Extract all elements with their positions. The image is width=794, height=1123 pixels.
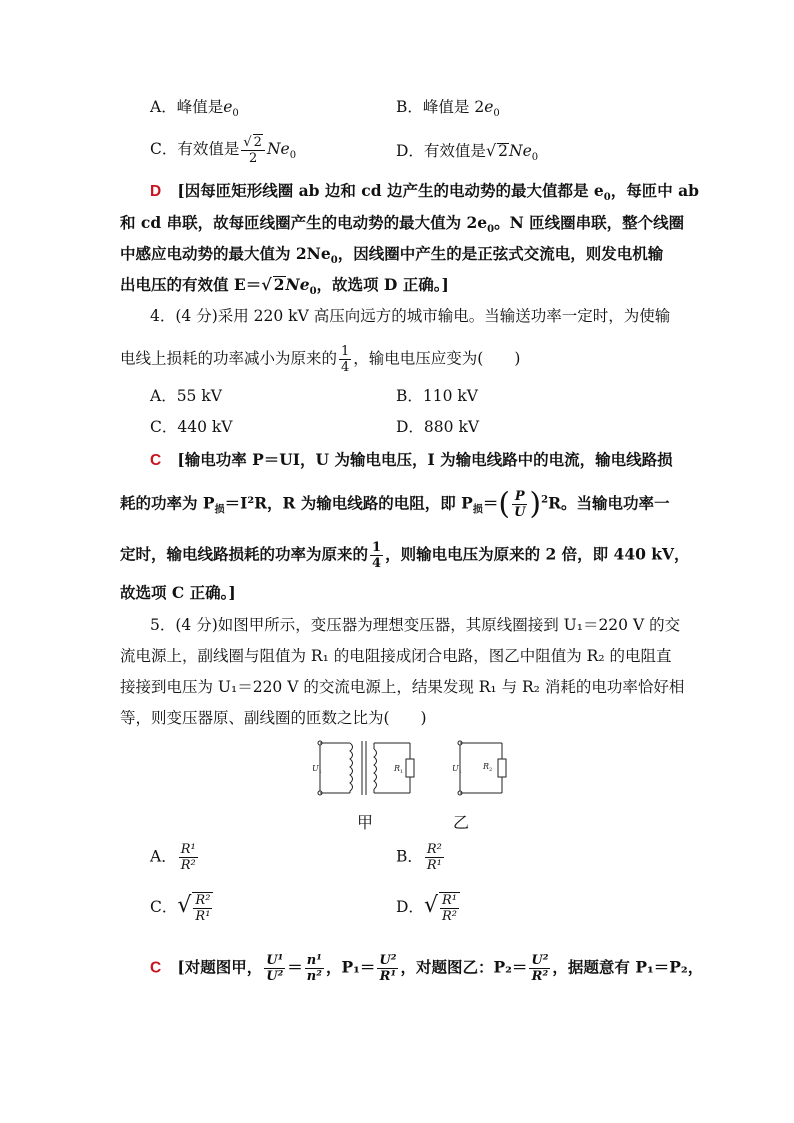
fig-label-jia: 甲 (357, 813, 374, 832)
q3-explanation-line3: 中感应电动势的最大值为 $2Ne_0$，因线圈中产生的是正弦式交流电，则发电机输 (120, 244, 664, 267)
q5-stem-line1: 5．(4 分)如图甲所示，变压器为理想变压器，其原线圈接到 U₁＝220 V 的交 (150, 616, 681, 634)
primary-coil-icon (350, 743, 353, 793)
fig-u1-label: U (312, 764, 319, 773)
q5-option-b: B． $\frac{\text{R²}}{\text{R¹}}$ (396, 842, 442, 873)
q4-option-c: C．440 kV (150, 418, 233, 436)
q5-stem-line2: 流电源上，副线圈与阻值为 R₁ 的电阻接成闭合电路，图乙中阻值为 R₂ 的电阻直 (120, 647, 672, 665)
q3-answer: D (150, 183, 162, 200)
svg-text:R1: $R_1$ (394, 764, 404, 775)
fig-r2-label: R (483, 762, 490, 771)
q5-answer: C (150, 959, 162, 977)
svg-text:U1: $U_1$ (452, 764, 462, 775)
q3-option-a: A．峰值是$e_0$ (150, 98, 239, 120)
q4-option-a: A．55 kV (150, 387, 222, 405)
q3-explanation-line2: 和 cd 串联，故每匝线圈产生的电动势的最大值为 $2e_0$。N 匝线圈串联，整个线圈 (120, 213, 685, 236)
q3-explanation-line1: D [因每匝矩形线圈 ab 边和 cd 边产生的电动势的最大值都是 $e_0$，每匝中 ab (150, 181, 699, 204)
q4-explanation-line2: 耗的功率为 $P_损=I^2R$，R 为输电线路的电阻，即 $P_损=$( $\frac{P}{U}$ )$^2$R。当输电功率一 (120, 486, 670, 522)
svg-text:R2: $R_2$ (483, 762, 493, 773)
q5-option-d: D．√ $\frac{\text{R¹}}{\text{R²}}$ (396, 892, 462, 924)
q4-explanation-line1: C [输电功率 P＝UI，U 为输电电压，I 为输电线路中的电流，输电线路损 (150, 450, 673, 469)
q5-explanation-line1: C [对题图甲， $\frac{\text{U¹}}{\text{U²}}$ ＝ $\frac{\text{n¹}}{\text{n²}}$ ，P₁＝ $\frac{\text{U²}}{\text{R¹}}$ ，对题图乙：P₂＝ $\frac{\text{U²}}{\text{R²}}$ ，据题意有 P₁＝P₂， (150, 953, 704, 984)
secondary-coil-icon (374, 749, 377, 789)
q4-option-b: B．110 kV (396, 387, 478, 405)
svg-text:U1: $U_1$ (312, 764, 322, 775)
q5-option-c: C．√ $\frac{\text{R²}}{\text{R¹}}$ (150, 892, 215, 924)
fig-u1b-label: U (452, 764, 459, 773)
q3-option-d: D．有效值是√ $2Ne_0$ (396, 141, 539, 164)
q4-stem-line2: 电线上损耗的功率减小为原来的 $\frac{1}{4}$ ，输电电压应变为( ) (120, 344, 521, 375)
q4-explanation-line3: 定时，输电线路损耗的功率为原来的 $\frac{1}{4}$ ，则输电电压为原来的 2 倍，即 440 kV， (120, 540, 690, 571)
q3-option-b: B．峰值是 $2e_0$ (396, 98, 500, 120)
q5-stem-line4: 等，则变压器原、副线圈的匝数之比为( ) (120, 709, 427, 727)
q4-option-d: D．880 kV (396, 418, 480, 436)
q4-explanation-line4: 故选项 C 正确。] (120, 583, 236, 602)
q4-answer: C (150, 452, 162, 469)
q5-option-a: A． $\frac{\text{R¹}}{\text{R²}}$ (150, 842, 196, 873)
resistor-r1-icon (406, 759, 414, 777)
q3-option-c: C．有效值是 $\frac{√ 2}{2}$ $Ne_0$ (150, 135, 297, 166)
q3-explanation-line4: 出电压的有效值 E＝√ $2Ne_0$，故选项 D 正确。] (120, 275, 449, 298)
fig-label-yi: 乙 (453, 813, 470, 832)
q5-circuit-diagram (310, 735, 520, 803)
fig-r1-label: R (394, 764, 401, 773)
resistor-r2-icon (498, 759, 506, 777)
q5-stem-line3: 接接到电压为 U₁＝220 V 的交流电源上，结果发现 R₁ 与 R₂ 消耗的电功率恰好相 (120, 678, 685, 696)
q4-stem-line1: 4．(4 分)采用 220 kV 高压向远方的城市输电。当输送功率一定时，为使输 (150, 307, 671, 325)
